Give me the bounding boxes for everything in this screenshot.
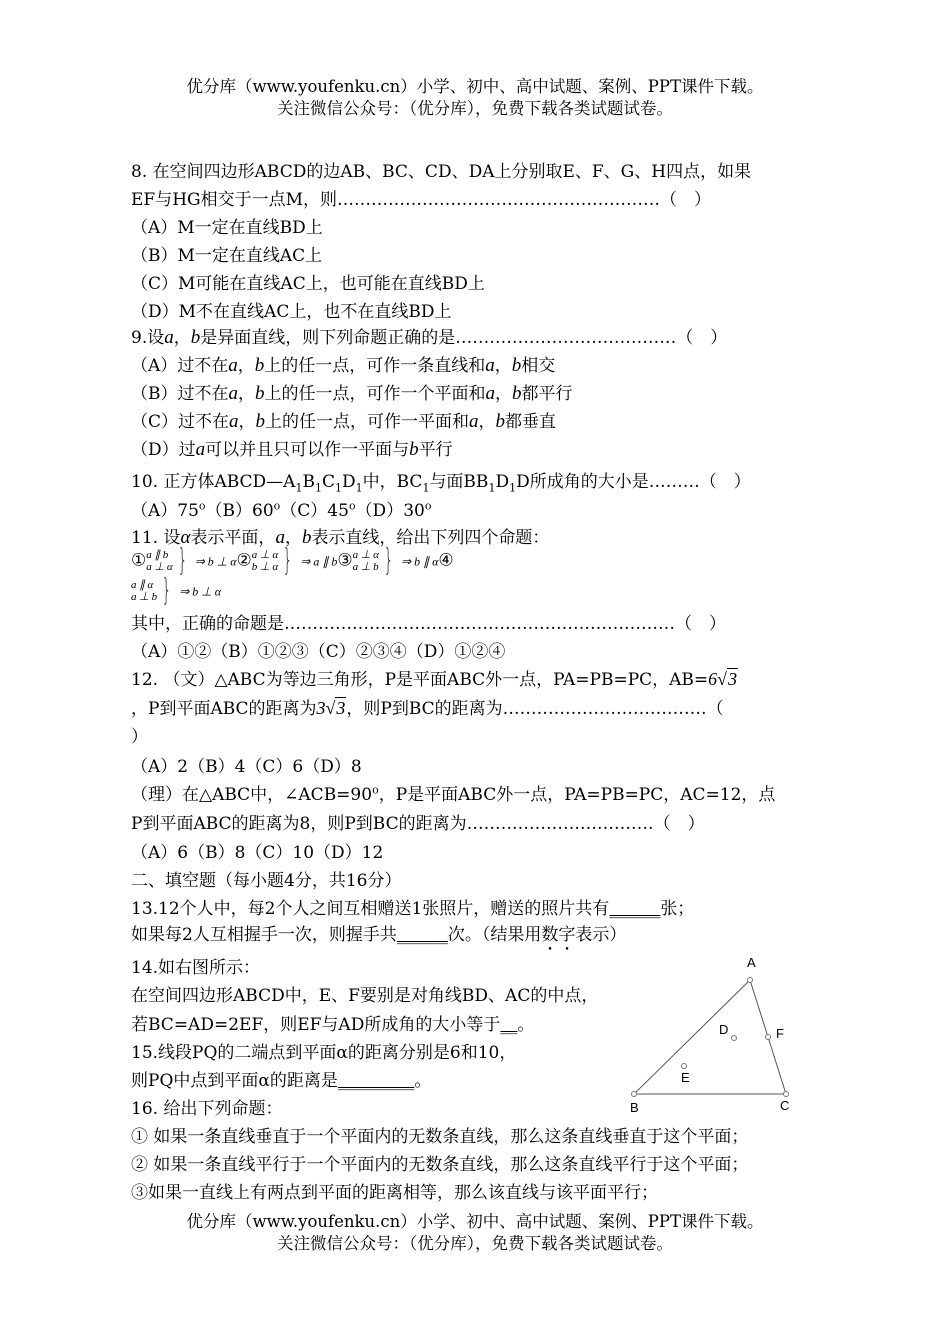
vertex-C xyxy=(784,1092,789,1097)
answer-blank: ______ xyxy=(609,899,661,919)
q8-option-c: （C）M可能在直线AC上，也可能在直线BD上 xyxy=(131,274,485,294)
q11-propositions-row-2: a ∥ α a ⊥ b } ⇒ b ⊥ α xyxy=(131,573,222,608)
q9-option-c: （C）过不在a，b上的任一点，可作一平面和a，b都垂直 xyxy=(131,411,557,432)
q11-choices: （A）①②（B）①②③（C）②③④（D）①②④ xyxy=(131,642,506,662)
q12-stem-3: ） xyxy=(131,727,148,747)
q13-line-2: 如果每2人互相握手一次，则握手共______次。（结果用数字表示） xyxy=(131,925,627,945)
q12-li-2: P到平面ABC的距离为8，则P到BC的距离为……………………………（ ） xyxy=(131,814,705,834)
q9-stem: 9.设a，b是异面直线，则下列命题正确的是…………………………………（ ） xyxy=(131,327,728,348)
label-F: F xyxy=(776,1026,784,1041)
q15-line-2: 则PQ中点到平面α的距离是_________。 xyxy=(131,1071,432,1091)
section-fill-in-title: 二、填空题（每小题4分，共16分） xyxy=(131,871,402,891)
vertex-A xyxy=(748,978,753,983)
q16-item-3: ③如果一直线上有两点到平面的距离相等，那么该直线与该平面平行； xyxy=(131,1183,658,1203)
q9-option-a: （A）过不在a，b上的任一点，可作一条直线和a，b相交 xyxy=(131,355,556,376)
q8-stem-2: EF与HG相交于一点M，则…………………………………………………（ ） xyxy=(131,190,712,210)
label-B: B xyxy=(630,1100,639,1115)
q14-line-1: 14.如右图所示： xyxy=(131,958,261,978)
label-A: A xyxy=(747,955,756,970)
q10-choices: （A）75$^o$（B）60$^o$（C）45$^o$（D）30$^o$ xyxy=(131,499,432,521)
q8-option-a: （A）M一定在直线BD上 xyxy=(131,218,323,238)
label-D: D xyxy=(719,1022,729,1037)
q14-line-2: 在空间四边形ABCD中，E、F要别是对角线BD、AC的中点， xyxy=(131,986,599,1006)
q9-option-d: （D）过a可以并且只可以作一平面与b平行 xyxy=(131,439,453,460)
q8-stem-1: 8. 在空间四边形ABCD的边AB、BC、CD、DA上分别取E、F、G、H四点，如果 xyxy=(131,162,752,182)
quadrilateral-figure xyxy=(620,950,810,1120)
var-b: b xyxy=(190,327,201,348)
point-E xyxy=(682,1064,687,1069)
answer-blank: ______ xyxy=(396,925,448,945)
q10-stem: 10. 正方体$ABCD—A_1B_1C_1D_1$中，$BC_1$与面$BB_1D_1D$所成角的大小是………（ ） xyxy=(131,472,751,495)
q15-line-1: 15.线段PQ的二端点到平面α的距离分别是6和10， xyxy=(131,1043,517,1063)
answer-blank: _________ xyxy=(337,1071,415,1091)
q16-line-1: 16. 给出下列命题： xyxy=(131,1099,283,1119)
header-line-2: 关注微信公众号：（优分库），免费下载各类试题试卷。 xyxy=(277,99,673,118)
q12-stem-1: 12. （文）△ABC为等边三角形，P是平面ABC外一点，PA=PB=PC，AB=6√3 xyxy=(131,669,738,690)
header-line-1: 优分库（www.youfenku.cn）小学、初中、高中试题、案例、PPT课件下载。 xyxy=(186,77,764,96)
q12-choices-li: （A）6（B）8（C）10（D）12 xyxy=(131,843,384,863)
var-a: a xyxy=(164,327,174,348)
q9-option-b: （B）过不在a，b上的任一点，可作一个平面和a，b都平行 xyxy=(131,383,573,404)
footer-line-1: 优分库（www.youfenku.cn）小学、初中、高中试题、案例、PPT课件下载。 xyxy=(186,1212,764,1231)
q12-li-1: （理）在△ABC中，$\angle ACB=90^o$，P是平面ABC外一点，PA=PB=PC，AC=12，点 xyxy=(131,783,776,805)
q12-stem-2: ，P到平面ABC的距离为3√3，则P到BC的距离为………………………………（ xyxy=(131,698,724,719)
answer-blank: __ xyxy=(500,1015,518,1035)
q14-line-3: 若BC=AD=2EF，则EF与AD所成角的大小等于__。 xyxy=(131,1015,535,1035)
q11-stem: 11. 设α表示平面，a，b表示直线，给出下列四个命题： xyxy=(131,527,550,548)
q16-item-2: ② 如果一条直线平行于一个平面内的无数条直线，那么这条直线平行于这个平面； xyxy=(131,1155,749,1175)
label-C: C xyxy=(780,1098,790,1113)
label-E: E xyxy=(681,1070,690,1085)
footer-line-2: 关注微信公众号：（优分库），免费下载各类试题试卷。 xyxy=(277,1234,673,1253)
point-D xyxy=(732,1036,737,1041)
q16-item-1: ① 如果一条直线垂直于一个平面内的无数条直线，那么这条直线垂直于这个平面； xyxy=(131,1127,749,1147)
q11-propositions-row-1: ①a ∥ b a ⊥ α } ⇒ b ⊥ α②a ⊥ α b ⊥ α } ⇒ a ∥ b③a ⊥ α a ⊥ b } ⇒ b ∥ α④ xyxy=(131,543,454,578)
vertex-B xyxy=(632,1092,637,1097)
point-F xyxy=(766,1035,771,1040)
q13-line-1: 13.12个人中，每2个人之间互相赠送1张照片，赠送的照片共有______张； xyxy=(131,899,695,919)
q8-option-d: （D）M不在直线AC上，也不在直线BD上 xyxy=(131,302,452,322)
q11-which: 其中，正确的命题是……………………………………………………………（ ） xyxy=(131,614,726,634)
q8-option-b: （B）M一定在直线AC上 xyxy=(131,246,323,266)
q12-choices-wen: （A）2（B）4（C）6（D）8 xyxy=(131,757,362,777)
